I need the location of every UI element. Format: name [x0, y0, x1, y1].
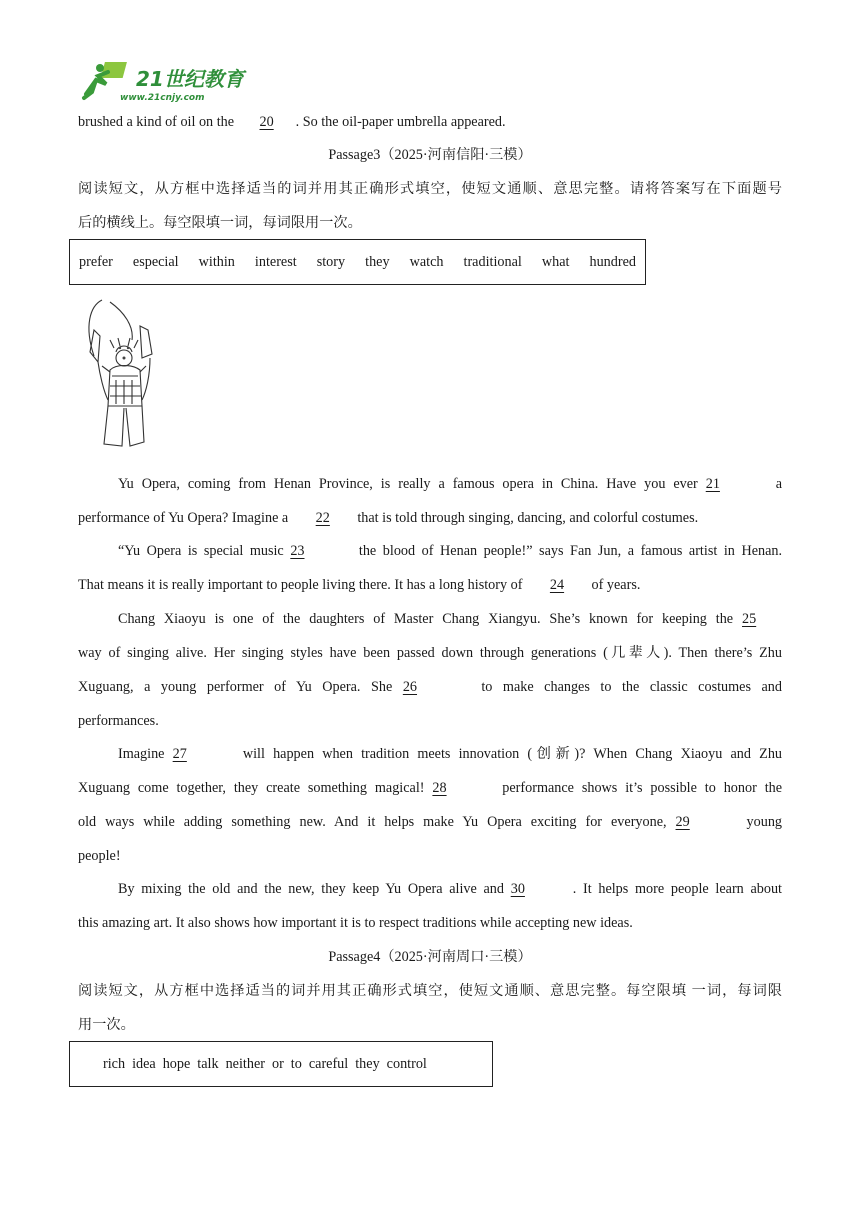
- word-option: talk: [197, 1055, 219, 1072]
- word-option: control: [386, 1055, 427, 1072]
- p3-line-6: way of singing alive. Her singing styles have been passed down through generations (几辈人). Then there’s Zhu: [78, 645, 782, 661]
- passage3-instruction-2: 后的横线上。每空限填一词，每词限用一次。: [78, 215, 362, 231]
- blank-24: 24: [549, 577, 565, 593]
- blank-22: 22: [315, 510, 330, 526]
- passage4-title: Passage4（2025·河南周口·三模）: [328, 949, 532, 965]
- p3-line-10: Xuguang come together, they create something magical! 28 performance shows it’s possible to honor the: [78, 780, 783, 796]
- word-option: hundred: [589, 253, 636, 270]
- passage3-word-box: [69, 239, 646, 285]
- passage4-word-box: [69, 1041, 493, 1087]
- blank-28: 28: [432, 780, 447, 796]
- word-option: or: [271, 1055, 284, 1072]
- blank-25: 25: [742, 611, 757, 627]
- p3-line-2: performance of Yu Opera? Imagine a 22 that is told through singing, dancing, and colorful costumes.: [78, 510, 699, 526]
- p3-line-7: Xuguang, a young performer of Yu Opera. She 26 to make changes to the classic costumes and: [78, 679, 782, 695]
- blank-21: 21: [705, 476, 720, 492]
- logo-21cnjy: [78, 58, 248, 104]
- word-option: they: [355, 1055, 380, 1072]
- word-option: they: [365, 253, 390, 270]
- word-option: idea: [132, 1055, 156, 1072]
- word-option: especial: [132, 253, 179, 270]
- logo-brand: 21世纪教育: [136, 67, 244, 91]
- prev-passage-line: brushed a kind of oil on the 20 . So the oil-paper umbrella appeared.: [78, 114, 506, 130]
- p3-line-11: old ways while adding something new. And it helps make Yu Opera exciting for everyone, 29 young: [78, 814, 783, 830]
- word-option: within: [198, 253, 235, 270]
- word-option: careful: [308, 1055, 349, 1072]
- blank-20: 20: [259, 114, 274, 130]
- passage4-instruction-1: 阅读短文，从方框中选择适当的词并用其正确形式填空，使短文通顺、意思完整。每空限填 一词，每词限: [78, 983, 782, 999]
- word-option: watch: [409, 253, 444, 270]
- p3-line-9: Imagine 27 will happen when tradition meets innovation (创新)? When Chang Xiaoyu and Zhu: [118, 746, 783, 762]
- passage3-title: Passage3（2025·河南信阳·三模）: [328, 147, 532, 163]
- word-option: story: [316, 253, 346, 270]
- p3-line-8: performances.: [78, 713, 159, 729]
- p3-line-5: Chang Xiaoyu is one of the daughters of Master Chang Xiangyu. She’s known for keeping the 25: [78, 609, 782, 629]
- passage4-instruction-2: 用一次。: [78, 1017, 135, 1033]
- opera-performer-illustration: [80, 296, 180, 452]
- p3-line-12: people!: [78, 848, 121, 864]
- blank-29: 29: [675, 814, 690, 830]
- word-option: rich: [103, 1055, 126, 1072]
- blank-26: 26: [402, 679, 418, 695]
- blank-27: 27: [172, 746, 187, 762]
- blank-23: 23: [290, 543, 305, 559]
- word-option: neither: [225, 1055, 265, 1072]
- word-option: hope: [162, 1055, 191, 1072]
- blank-30: 30: [510, 881, 525, 897]
- p3-line-13: By mixing the old and the new, they keep Yu Opera alive and 30 . It helps more people learn about: [118, 881, 782, 897]
- logo-url: www.21cnjy.com: [120, 93, 205, 103]
- word-option: traditional: [463, 253, 522, 270]
- p3-line-1: Yu Opera, coming from Henan Province, is really a famous opera in China. Have you ever 21 a: [118, 476, 782, 492]
- word-option: interest: [254, 253, 297, 270]
- word-option: what: [541, 253, 570, 270]
- word-option: to: [290, 1055, 302, 1072]
- p3-line-4: That means it is really important to people living there. It has a long history of 24 of years.: [78, 577, 641, 593]
- p3-line-14: this amazing art. It also shows how important it is to respect traditions while accepting new ideas.: [78, 915, 633, 931]
- p3-line-3: “Yu Opera is special music 23 the blood of Henan people!” says Fan Jun, a famous artist in Henan.: [118, 543, 783, 559]
- passage3-instruction-1: 阅读短文，从方框中选择适当的词并用其正确形式填空，使短文通顺、意思完整。请将答案写在下面题号: [78, 181, 782, 197]
- word-option: prefer: [79, 253, 113, 270]
